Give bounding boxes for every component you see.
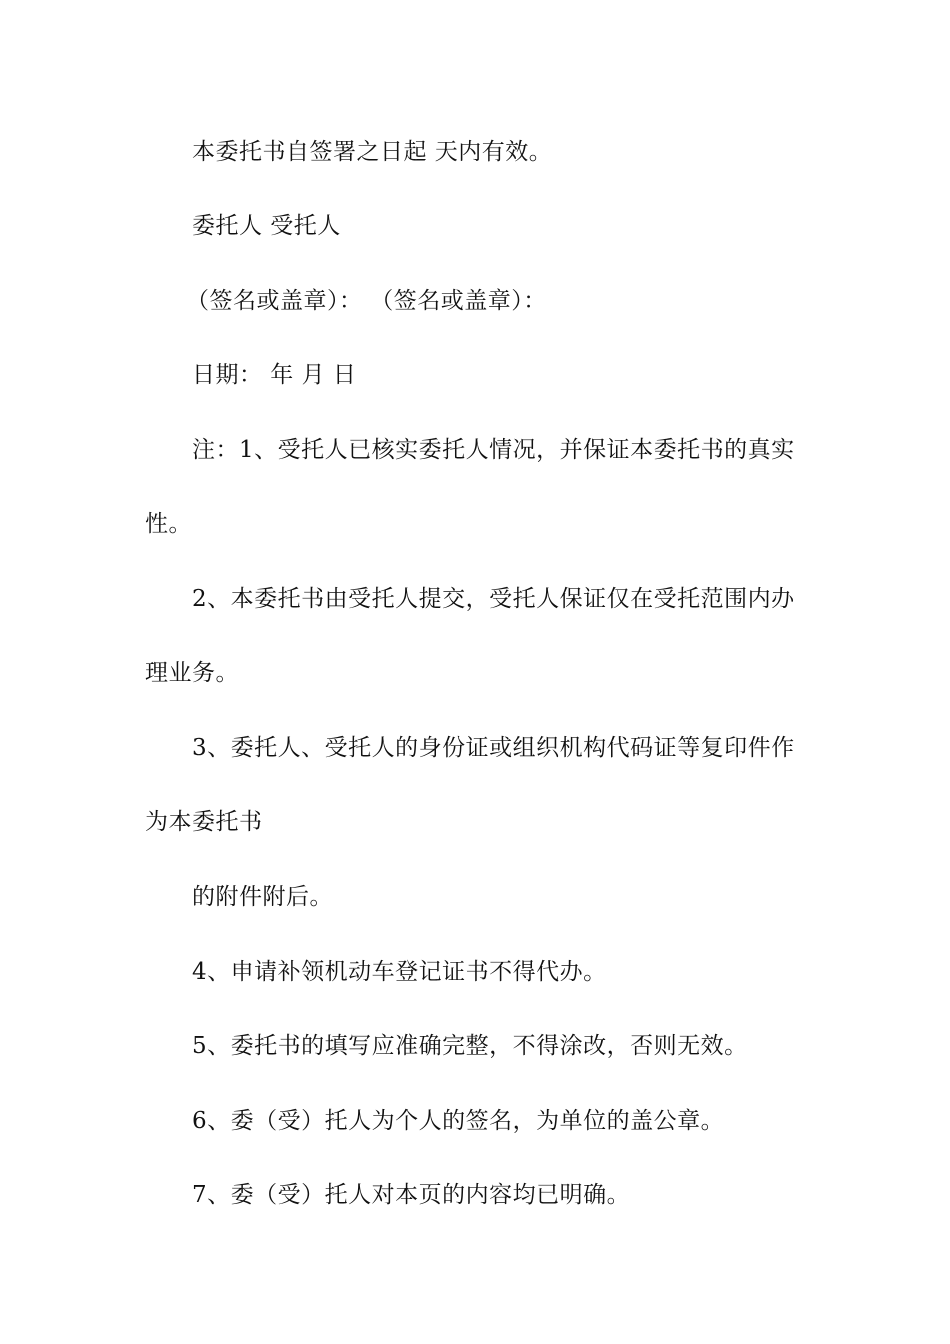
note-3-line-3: 的附件附后。 — [192, 884, 333, 910]
note-5: 5、委托书的填写应准确完整，不得涂改，否则无效。 — [192, 1033, 748, 1059]
note-2-line-2: 理业务。 — [145, 660, 239, 686]
note-4: 4、申请补领机动车登记证书不得代办。 — [192, 959, 607, 985]
note-7: 7、委（受）托人对本页的内容均已明确。 — [192, 1182, 631, 1208]
note-2-line-1: 2、本委托书由受托人提交，受托人保证仅在受托范围内办 — [192, 586, 795, 612]
note-3-line-1: 3、委托人、受托人的身份证或组织机构代码证等复印件作 — [192, 735, 795, 761]
parties-heading: 委托人 受托人 — [192, 213, 341, 239]
note-1-line-1: 注：1、受托人已核实委托人情况，并保证本委托书的真实 — [192, 437, 795, 463]
note-3-line-2: 为本委托书 — [145, 809, 263, 835]
signature-line: （签名或盖章）： （签名或盖章）： — [186, 288, 547, 314]
note-6: 6、委（受）托人为个人的签名，为单位的盖公章。 — [192, 1108, 725, 1134]
validity-clause: 本委托书自签署之日起 天内有效。 — [192, 139, 553, 165]
note-1-line-2: 性。 — [145, 511, 192, 537]
date-line: 日期： 年 月 日 — [192, 362, 357, 388]
